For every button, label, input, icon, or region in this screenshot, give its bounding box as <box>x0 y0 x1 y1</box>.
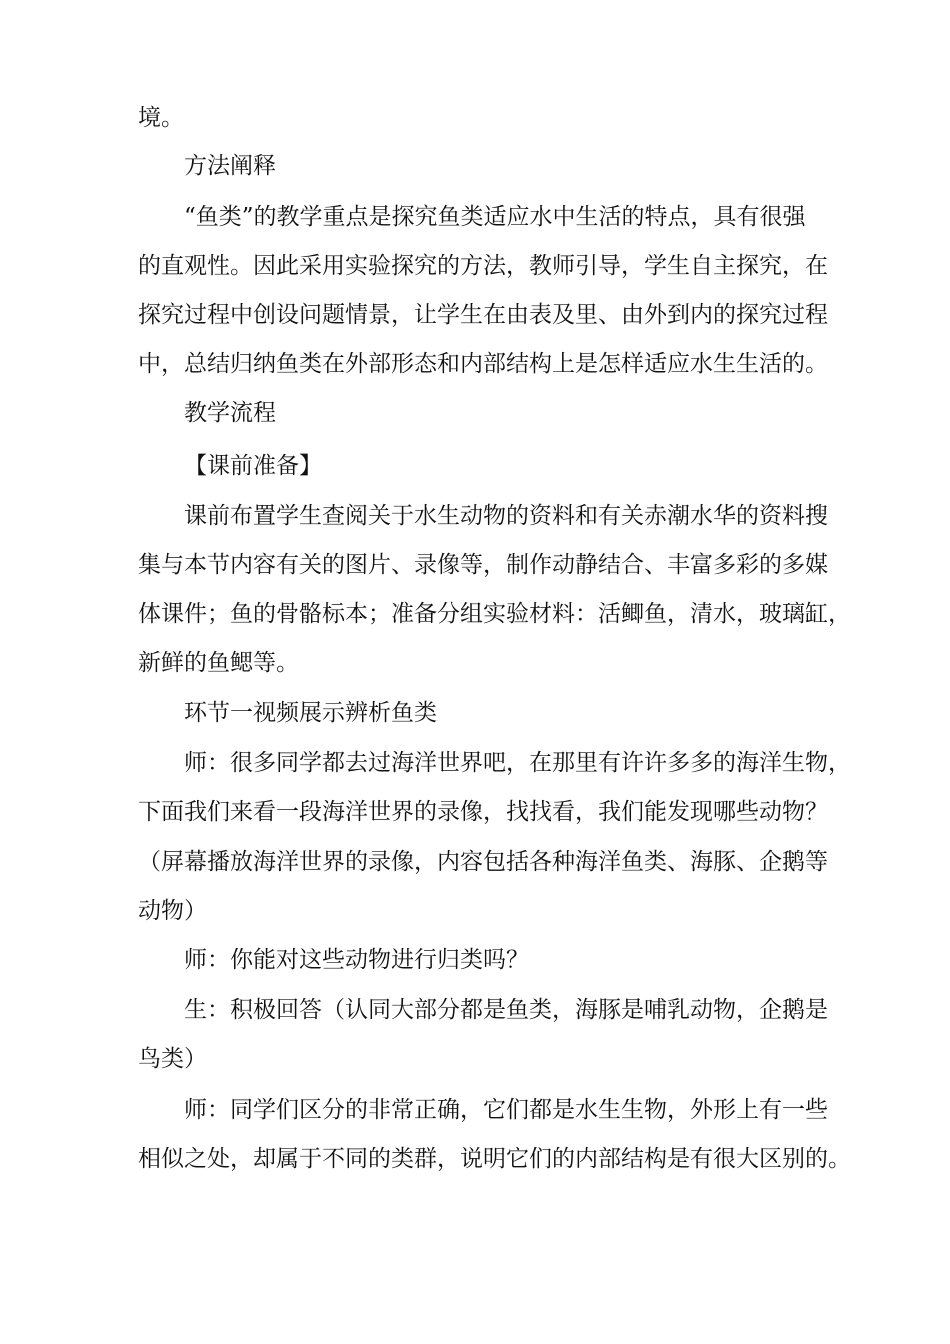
text-line: 相似之处，却属于不同的类群，说明它们的内部结构是有很大区别的。 <box>138 1146 851 1172</box>
text-line: 鸟类） <box>138 1046 207 1072</box>
section-heading: 教学流程 <box>184 400 276 426</box>
text-line: 境。 <box>138 105 184 131</box>
text-line: 动物） <box>138 898 207 924</box>
text-line: （屏幕播放海洋世界的录像，内容包括各种海洋鱼类、海豚、企鹅等 <box>138 849 828 875</box>
text-line: 集与本节内容有关的图片、录像等，制作动静结合、丰富多彩的多媒 <box>138 552 828 578</box>
text-line: 探究过程中创设问题情景，让学生在由表及里、由外到内的探究过程 <box>138 302 828 328</box>
text-line: “鱼类”的教学重点是探究鱼类适应水中生活的特点，具有很强 <box>184 204 806 230</box>
text-line: 新鲜的鱼鳃等。 <box>138 650 299 676</box>
section-heading: 方法阐释 <box>184 153 276 179</box>
text-line: 生：积极回答（认同大部分都是鱼类，海豚是哺乳动物，企鹅是 <box>184 997 828 1023</box>
text-line: 师：很多同学都去过海洋世界吧，在那里有许许多多的海洋生物， <box>184 750 851 776</box>
section-heading: 【课前准备】 <box>184 453 322 479</box>
section-heading: 环节一视频展示辨析鱼类 <box>184 700 437 726</box>
text-line: 师：你能对这些动物进行归类吗？ <box>184 947 529 973</box>
text-line: 的直观性。因此采用实验探究的方法，教师引导，学生自主探究，在 <box>138 253 828 279</box>
text-line: 师：同学们区分的非常正确，它们都是水生生物，外形上有一些 <box>184 1097 828 1123</box>
text-line: 中，总结归纳鱼类在外部形态和内部结构上是怎样适应水生生活的。 <box>138 351 828 377</box>
text-line: 课前布置学生查阅关于水生动物的资料和有关赤潮水华的资料搜 <box>184 503 828 529</box>
text-line: 体课件；鱼的骨骼标本；准备分组实验材料：活鲫鱼，清水，玻璃缸， <box>138 601 851 627</box>
text-line: 下面我们来看一段海洋世界的录像，找找看，我们能发现哪些动物？ <box>138 799 828 825</box>
